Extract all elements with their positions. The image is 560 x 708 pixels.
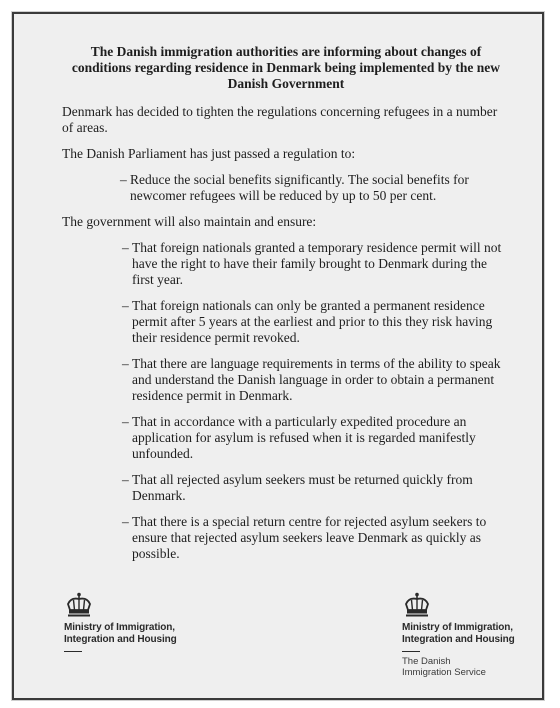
dash: – bbox=[122, 356, 129, 371]
list-item bbox=[122, 414, 510, 462]
list-item-text: Reduce the social benefits significantly. The social benefits for newcomer refugees will be reduced by up to 50 per cent. bbox=[130, 172, 469, 203]
ministry-name-line-2: Integration and Housing bbox=[402, 634, 515, 645]
list-item bbox=[120, 172, 510, 204]
dash: – bbox=[122, 414, 129, 429]
government-list bbox=[122, 240, 510, 562]
ministry-logo-right bbox=[402, 592, 552, 678]
crown-icon bbox=[64, 592, 94, 618]
list-item-text: That foreign nationals can only be granted a permanent residence permit after 5 years at the earliest and prior to this they risk having their residence permit revoked. bbox=[132, 298, 493, 345]
dash: – bbox=[122, 472, 129, 487]
list-item-text: That foreign nationals granted a temporary residence permit will not have the right to have their family brought to Denmark during the first year. bbox=[132, 240, 502, 287]
parliament-intro: The Danish Parliament has just passed a regulation to: bbox=[62, 146, 356, 161]
document-title: The Danish immigration authorities are informing about changes of conditions regarding residence in Denmark being implemented by the new Danish Government bbox=[71, 44, 501, 91]
list-item-text: That in accordance with a particularly expedited procedure an application for asylum is refused when it is regarded manifestly unfounded. bbox=[132, 414, 476, 461]
ministry-logo-left bbox=[64, 592, 214, 656]
list-item bbox=[122, 298, 510, 346]
dash: – bbox=[122, 240, 129, 255]
service-name-line-2: Immigration Service bbox=[402, 667, 486, 678]
list-item bbox=[122, 514, 510, 562]
dash: – bbox=[122, 298, 129, 313]
ministry-name-line-1: Ministry of Immigration, bbox=[64, 622, 175, 633]
list-item bbox=[122, 240, 510, 288]
ministry-name-line-2: Integration and Housing bbox=[64, 634, 177, 645]
document-frame bbox=[12, 12, 544, 700]
list-item-text: That there are language requirements in terms of the ability to speak and understand the Danish language in order to obtain a permanent residence permit in Denmark. bbox=[132, 356, 501, 403]
list-item bbox=[122, 472, 510, 504]
divider bbox=[64, 651, 82, 652]
dash: – bbox=[122, 514, 129, 529]
parliament-list bbox=[120, 172, 510, 204]
crown-icon bbox=[402, 592, 432, 618]
government-intro: The government will also maintain and ensure: bbox=[62, 214, 317, 229]
list-item bbox=[122, 356, 510, 404]
document-content bbox=[62, 44, 510, 572]
list-item-text: That there is a special return centre for rejected asylum seekers to ensure that rejected asylum seekers leave Denmark as quickly as possible. bbox=[132, 514, 487, 561]
intro-paragraph: Denmark has decided to tighten the regulations concerning refugees in a number of areas. bbox=[62, 104, 498, 135]
ministry-name-line-1: Ministry of Immigration, bbox=[402, 622, 513, 633]
service-name-line-1: The Danish bbox=[402, 656, 451, 667]
divider bbox=[402, 651, 420, 652]
dash: – bbox=[120, 172, 127, 187]
list-item-text: That all rejected asylum seekers must be returned quickly from Denmark. bbox=[132, 472, 473, 503]
